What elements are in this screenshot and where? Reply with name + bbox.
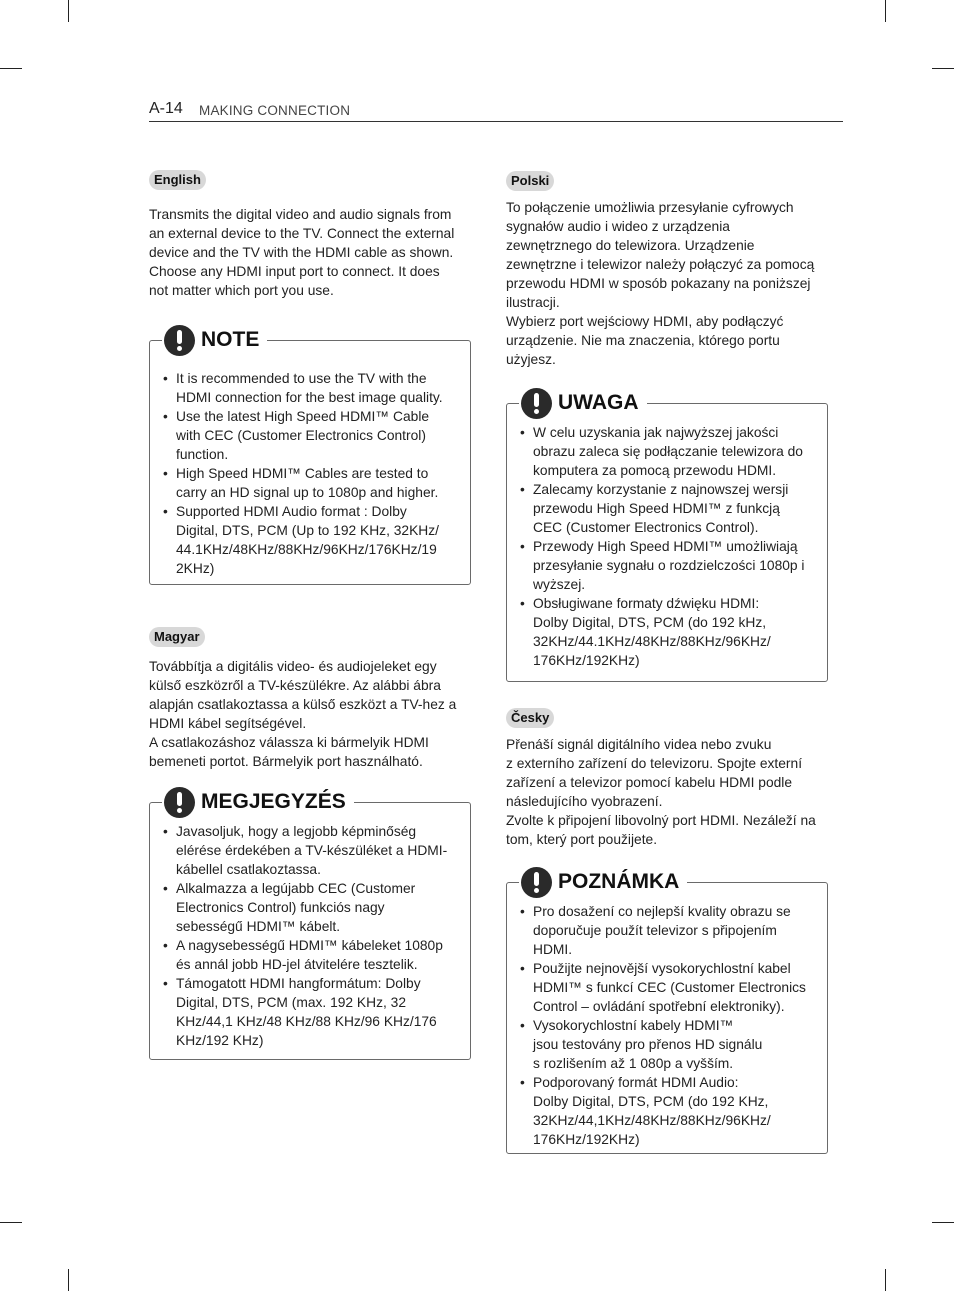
text-line: obrazu zaleca się podłączanie telewizora do: [533, 444, 803, 459]
text-line: elérése érdekében a TV-készüléket a HDMI-: [176, 843, 448, 858]
text-line: przewodu High Speed HDMI™ z funkcją: [533, 501, 780, 516]
text-line: kábellel csatlakoztassa.: [176, 862, 321, 877]
text-line: • Použijte nejnovější vysokorychlostní kabel: [533, 961, 791, 976]
text-line: • Pro dosažení co nejlepší kvality obrazu se: [533, 904, 791, 919]
page-number: A-14: [149, 100, 183, 117]
exclamation-icon: [164, 325, 195, 356]
note-item: [507, 423, 827, 480]
note-list: [507, 902, 827, 1149]
text-line: użyjesz.: [506, 352, 556, 367]
crop-mark: [0, 1222, 22, 1223]
text-line: tom, který port použijete.: [506, 832, 658, 847]
cesky-description: [506, 735, 828, 849]
text-line: jsou testovány pro přenos HD signálu: [533, 1037, 763, 1052]
note-item: [507, 1073, 827, 1149]
note-box-magyar: [149, 790, 471, 1060]
note-item: [507, 537, 827, 594]
text-line: Transmits the digital video and audio signals from: [149, 207, 452, 222]
english-description: [149, 205, 471, 300]
text-line: • Javasoljuk, hogy a legjobb képminőség: [176, 824, 417, 839]
text-line: with CEC (Customer Electronics Control): [176, 428, 426, 443]
text-line: • W celu uzyskania jak najwyższej jakości: [533, 425, 779, 440]
text-line: A csatlakozáshoz válassza ki bármelyik HDMI: [149, 735, 429, 750]
text-line: carry an HD signal up to 1080p and higher.: [176, 485, 439, 500]
text-line: Wybierz port wejściowy HDMI, aby podłączyć: [506, 314, 784, 329]
crop-mark: [0, 68, 22, 69]
text-line: • High Speed HDMI™ Cables are tested to: [176, 466, 429, 481]
note-title: NOTE: [201, 328, 260, 351]
text-line: • Podporovaný formát HDMI Audio:: [533, 1075, 739, 1090]
note-item: [150, 502, 470, 578]
crop-mark: [885, 0, 886, 22]
text-line: • Obsługiwane formaty dźwięku HDMI:: [533, 596, 760, 611]
note-box-cesky: [506, 870, 828, 1154]
text-line: Dolby Digital, DTS, PCM (do 192 KHz,: [533, 1094, 769, 1109]
text-line: • Alkalmazza a legújabb CEC (Customer: [176, 881, 416, 896]
text-line: zewnętrzne i telewizor należy połączyć za pomocą: [506, 257, 815, 272]
note-item: [507, 480, 827, 537]
text-line: 44.1KHz/48KHz/88KHz/96KHz/176KHz/19: [176, 542, 437, 557]
note-item: [150, 822, 470, 879]
text-line: przesyłanie sygnału o rozdzielczości 1080p i: [533, 558, 805, 573]
note-header: [162, 786, 354, 818]
crop-mark: [885, 1269, 886, 1291]
exclamation-icon: [521, 388, 552, 419]
note-title: UWAGA: [558, 391, 639, 414]
text-line: • Use the latest High Speed HDMI™ Cable: [176, 409, 430, 424]
exclamation-icon: [164, 787, 195, 818]
note-item: [150, 974, 470, 1050]
text-line: KHz/192 KHz): [176, 1033, 264, 1048]
text-line: s rozlišením až 1 080p a vyšším.: [533, 1056, 734, 1071]
text-line: not matter which port you use.: [149, 283, 334, 298]
text-line: Choose any HDMI input port to connect. It does: [149, 264, 440, 279]
text-line: HDMI connection for the best image quality.: [176, 390, 443, 405]
note-item: [150, 464, 470, 502]
text-line: Přenáší signál digitálního videa nebo zvuku: [506, 737, 772, 752]
note-title: POZNÁMKA: [558, 870, 680, 893]
text-line: následujícího vyobrazení.: [506, 794, 663, 809]
note-header: [162, 324, 267, 356]
crop-mark: [932, 1222, 954, 1223]
note-item: [150, 369, 470, 407]
text-line: z externího zařízení do televizoru. Spojte externí: [506, 756, 803, 771]
exclamation-icon: [521, 867, 552, 898]
page-header: [149, 100, 843, 122]
text-line: külső eszközről a TV-készülékre. Az alábbi ábra: [149, 678, 441, 693]
note-title: MEGJEGYZÉS: [201, 790, 346, 813]
text-line: przewodu HDMI w sposób pokazany na poniższej: [506, 276, 811, 291]
lang-label-magyar: Magyar: [149, 627, 205, 647]
section-title: MAKING CONNECTION: [199, 103, 351, 118]
note-item: [150, 407, 470, 464]
text-line: ilustracji.: [506, 295, 560, 310]
polski-description: [506, 198, 828, 369]
magyar-description: [149, 657, 471, 771]
note-header: [519, 387, 647, 419]
text-line: 32KHz/44.1KHz/48KHz/88KHz/96KHz/: [533, 634, 771, 649]
text-line: HDMI kábel segítségével.: [149, 716, 307, 731]
text-line: KHz/44,1 KHz/48 KHz/88 KHz/96 KHz/176: [176, 1014, 437, 1029]
text-line: To połączenie umożliwia przesyłanie cyfrowych: [506, 200, 794, 215]
text-line: • Zalecamy korzystanie z najnowszej wersji: [533, 482, 789, 497]
text-line: zařízení a televizor pomocí kabelu HDMI podle: [506, 775, 793, 790]
text-line: • It is recommended to use the TV with the: [176, 371, 427, 386]
text-line: Control – ovládání spotřební elektroniky).: [533, 999, 785, 1014]
text-line: • A nagysebességű HDMI™ kábeleket 1080p: [176, 938, 443, 953]
text-line: sygnałów audio i wideo z urządzenia: [506, 219, 730, 234]
note-header: [519, 866, 687, 898]
note-item: [507, 959, 827, 1016]
text-line: • Vysokorychlostní kabely HDMI™: [533, 1018, 734, 1033]
note-item: [150, 936, 470, 974]
text-line: alapján csatlakoztassa a külső eszközt a TV-hez a: [149, 697, 457, 712]
text-line: Zvolte k připojení libovolný port HDMI. Nezáleží na: [506, 813, 816, 828]
text-line: doporučuje použít televizor s připojením: [533, 923, 777, 938]
text-line: wyższej.: [533, 577, 586, 592]
text-line: • Przewody High Speed HDMI™ umożliwiają: [533, 539, 798, 554]
right-column: [506, 171, 828, 1154]
crop-mark: [68, 0, 69, 22]
text-line: sebességű HDMI™ kábelt.: [176, 919, 341, 934]
note-box-english: [149, 328, 471, 585]
note-item: [507, 1016, 827, 1073]
text-line: Digital, DTS, PCM (Up to 192 KHz, 32KHz/: [176, 523, 439, 538]
lang-label-english: English: [149, 170, 206, 190]
text-line: Továbbítja a digitális video- és audiojeleket egy: [149, 659, 437, 674]
note-list: [150, 369, 470, 578]
text-line: komputera za pomocą przewodu HDMI.: [533, 463, 777, 478]
text-line: an external device to the TV. Connect the external: [149, 226, 455, 241]
text-line: 176KHz/192KHz): [533, 653, 640, 668]
text-line: zewnętrznego do telewizora. Urządzenie: [506, 238, 755, 253]
note-list: [507, 423, 827, 670]
text-line: urządzenie. Nie ma znaczenia, którego portu: [506, 333, 780, 348]
text-line: 32KHz/44,1KHz/48KHz/88KHz/96KHz/: [533, 1113, 771, 1128]
lang-label-polski: Polski: [506, 171, 554, 191]
lang-label-cesky: Česky: [506, 708, 554, 728]
text-line: device and the TV with the HDMI cable as shown.: [149, 245, 454, 260]
text-line: function.: [176, 447, 229, 462]
text-line: CEC (Customer Electronics Control).: [533, 520, 759, 535]
text-line: bemeneti portot. Bármelyik port használható.: [149, 754, 423, 769]
note-box-polski: [506, 391, 828, 682]
text-line: Electronics Control) funkciós nagy: [176, 900, 385, 915]
text-line: Dolby Digital, DTS, PCM (do 192 kHz,: [533, 615, 767, 630]
text-line: 176KHz/192KHz): [533, 1132, 640, 1147]
note-item: [507, 594, 827, 670]
crop-mark: [68, 1269, 69, 1291]
text-line: és annál jobb HD-jel átvitelére tesztelik.: [176, 957, 418, 972]
left-column: [149, 170, 471, 1060]
text-line: • Támogatott HDMI hangformátum: Dolby: [176, 976, 421, 991]
text-line: • Supported HDMI Audio format : Dolby: [176, 504, 407, 519]
note-item: [507, 902, 827, 959]
note-item: [150, 879, 470, 936]
text-line: Digital, DTS, PCM (max. 192 KHz, 32: [176, 995, 407, 1010]
crop-mark: [932, 68, 954, 69]
text-line: 2KHz): [176, 561, 215, 576]
text-line: HDMI™ s funkcí CEC (Customer Electronics: [533, 980, 806, 995]
note-list: [150, 822, 470, 1050]
text-line: HDMI.: [533, 942, 573, 957]
